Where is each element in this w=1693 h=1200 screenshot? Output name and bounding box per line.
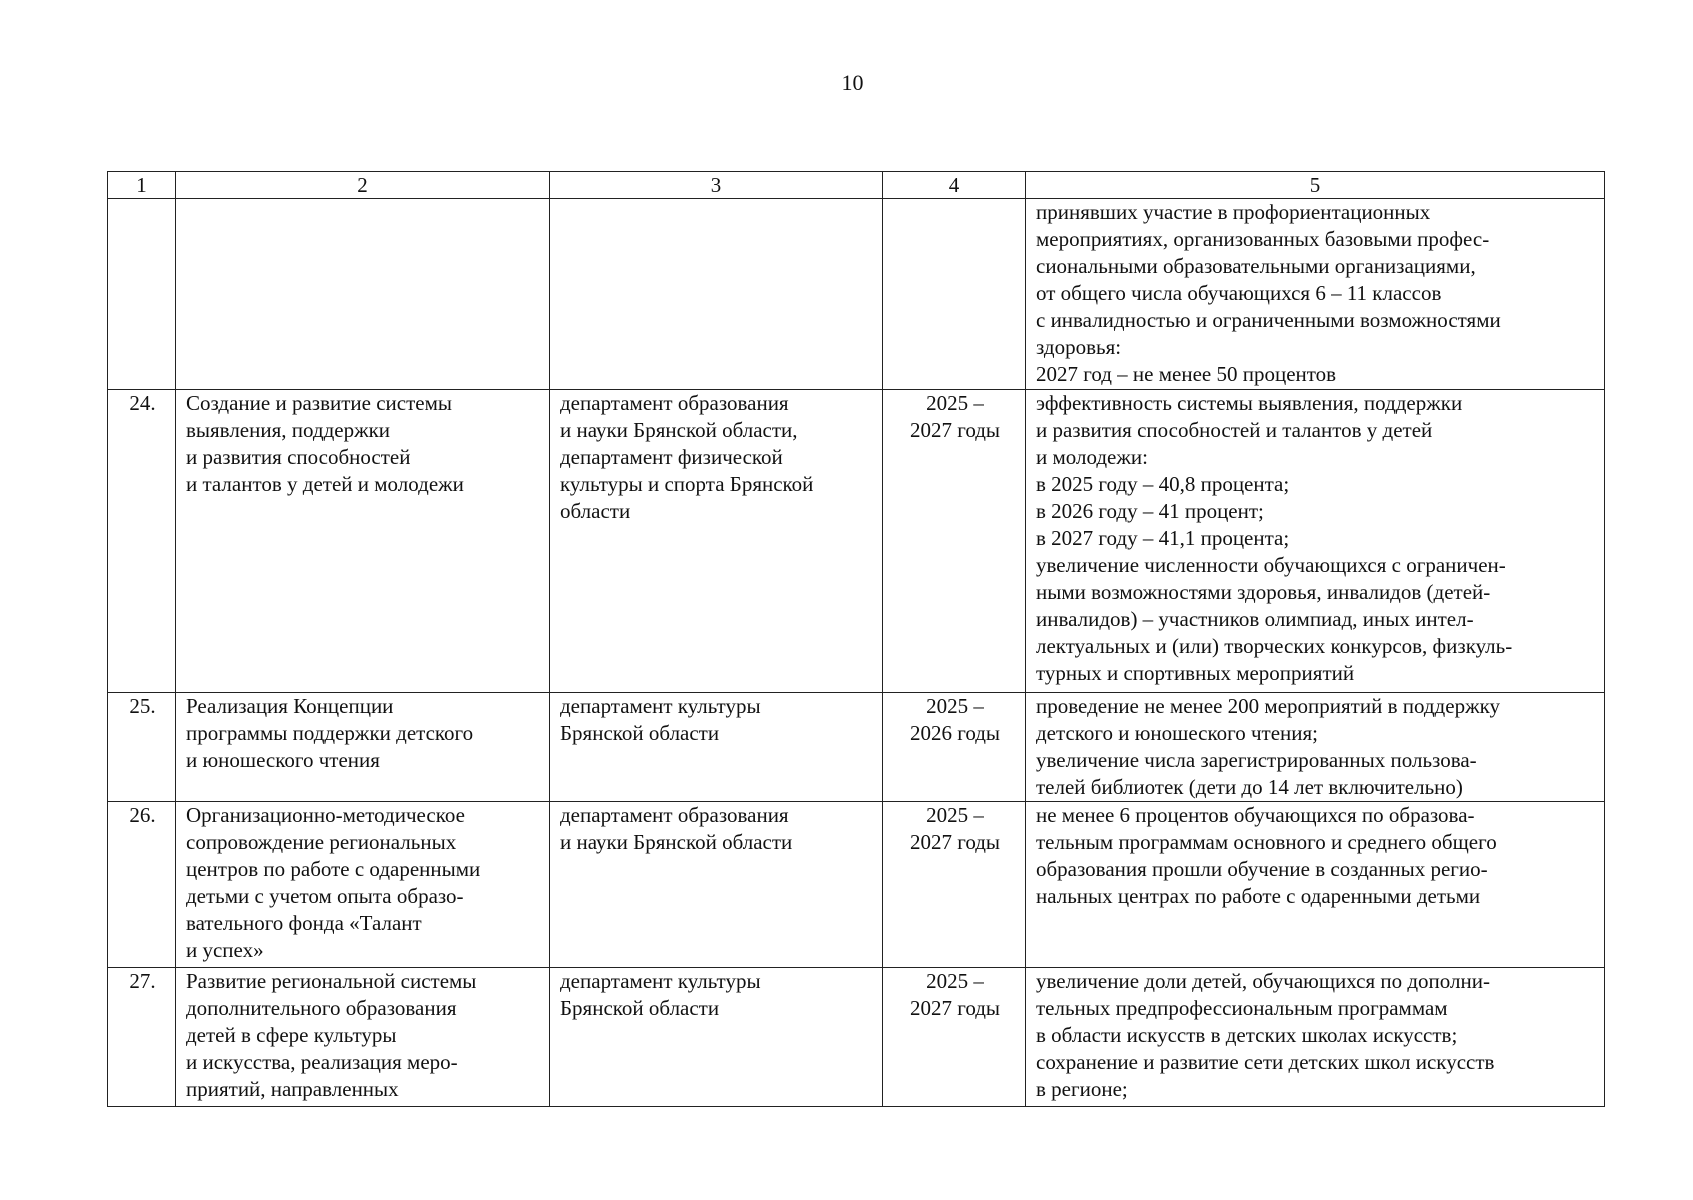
- expected-result-line: здоровья:: [1036, 335, 1122, 359]
- expected-result-cell: [1026, 199, 1605, 390]
- expected-result-line: ными возможностями здоровья, инвалидов (детей-: [1036, 580, 1491, 604]
- measure-title-line: и юношеского чтения: [186, 748, 380, 772]
- measures-table: [107, 171, 1605, 1107]
- measure-title-line: и развития способностей: [186, 445, 411, 469]
- expected-result-line: и молодежи:: [1036, 445, 1148, 469]
- responsible-executor-line: департамент физической: [560, 445, 783, 469]
- expected-result-line: телей библиотек (дети до 14 лет включительно): [1036, 775, 1463, 799]
- responsible-executor-line: департамент культуры: [560, 694, 761, 718]
- implementation-period-line: 2025 –: [926, 969, 984, 993]
- measure-title-cell: [176, 802, 550, 968]
- measure-title-line: Организационно-методическое: [186, 803, 465, 827]
- expected-result-line: турных и спортивных мероприятий: [1036, 661, 1355, 685]
- measure-title-line: детей в сфере культуры: [186, 1023, 397, 1047]
- measure-title-cell: [176, 968, 550, 1107]
- expected-result-line: не менее 6 процентов обучающихся по образова-: [1036, 803, 1475, 827]
- table-row: [108, 199, 1605, 390]
- column-header-4: 4: [883, 172, 1026, 199]
- measure-title-line: сопровождение региональных: [186, 830, 457, 854]
- measure-title-line: дополнительного образования: [186, 996, 457, 1020]
- measure-title-line: программы поддержки детского: [186, 721, 474, 745]
- row-number-cell: [108, 968, 176, 1107]
- implementation-period-line: 2026 годы: [909, 721, 1001, 745]
- table-row: [108, 390, 1605, 693]
- row-number: 27.: [129, 969, 156, 993]
- implementation-period-cell: [883, 968, 1026, 1107]
- responsible-executor-line: культуры и спорта Брянской: [560, 472, 814, 496]
- measure-title-line: Создание и развитие системы: [186, 391, 452, 415]
- responsible-executor-line: департамент культуры: [560, 969, 761, 993]
- measure-title-line: Реализация Концепции: [186, 694, 394, 718]
- responsible-executor-line: и науки Брянской области: [560, 830, 793, 854]
- expected-result-line: увеличение числа зарегистрированных пользова-: [1036, 748, 1477, 772]
- responsible-executor-line: Брянской области: [560, 996, 720, 1020]
- expected-result-line: в 2026 году – 41 процент;: [1036, 499, 1264, 523]
- row-number: 25.: [129, 694, 156, 718]
- table-row: [108, 802, 1605, 968]
- column-header-3: 3: [550, 172, 883, 199]
- measure-title-cell: [176, 199, 550, 390]
- table-header-row: [108, 172, 1605, 199]
- column-header-2: 2: [176, 172, 550, 199]
- responsible-executor-cell: [550, 802, 883, 968]
- expected-result-line: мероприятиях, организованных базовыми профес-: [1036, 227, 1490, 251]
- measure-title-line: и искусства, реализация меро-: [186, 1050, 458, 1074]
- expected-result-line: нальных центрах по работе с одаренными детьми: [1036, 884, 1481, 908]
- expected-result-line: образования прошли обучение в созданных регио-: [1036, 857, 1488, 881]
- implementation-period-line: 2027 годы: [909, 418, 1001, 442]
- expected-result-line: от общего числа обучающихся 6 – 11 классов: [1036, 281, 1442, 305]
- measure-title-line: выявления, поддержки: [186, 418, 391, 442]
- implementation-period-line: 2025 –: [926, 391, 984, 415]
- responsible-executor-line: Брянской области: [560, 721, 720, 745]
- measure-title-line: центров по работе с одаренными: [186, 857, 481, 881]
- expected-result-line: 2027 год – не менее 50 процентов: [1036, 362, 1337, 386]
- expected-result-line: проведение не менее 200 мероприятий в поддержку: [1036, 694, 1500, 718]
- expected-result-line: в области искусств в детских школах искусств;: [1036, 1023, 1458, 1047]
- expected-result-line: увеличение численности обучающихся с ограничен-: [1036, 553, 1506, 577]
- row-number-cell: [108, 693, 176, 802]
- expected-result-line: принявших участие в профориентационных: [1036, 200, 1431, 224]
- measure-title-line: детьми с учетом опыта образо-: [186, 884, 464, 908]
- expected-result-line: детского и юношеского чтения;: [1036, 721, 1318, 745]
- expected-result-cell: [1026, 390, 1605, 693]
- expected-result-line: с инвалидностью и ограниченными возможностями: [1036, 308, 1501, 332]
- expected-result-cell: [1026, 693, 1605, 802]
- responsible-executor-line: области: [560, 499, 631, 523]
- measure-title-line: и успех»: [186, 938, 264, 962]
- expected-result-line: в регионе;: [1036, 1077, 1128, 1101]
- measure-title-cell: [176, 390, 550, 693]
- implementation-period-cell: [883, 693, 1026, 802]
- implementation-period-line: 2025 –: [926, 803, 984, 827]
- row-number: 24.: [129, 391, 156, 415]
- measure-title-line: вательного фонда «Талант: [186, 911, 422, 935]
- responsible-executor-cell: [550, 390, 883, 693]
- expected-result-line: сохранение и развитие сети детских школ искусств: [1036, 1050, 1495, 1074]
- column-header-5: 5: [1026, 172, 1605, 199]
- implementation-period-cell: [883, 390, 1026, 693]
- implementation-period-cell: [883, 199, 1026, 390]
- expected-result-line: увеличение доли детей, обучающихся по дополни-: [1036, 969, 1490, 993]
- row-number-cell: [108, 802, 176, 968]
- responsible-executor-line: департамент образования: [560, 803, 789, 827]
- measure-title-line: и талантов у детей и молодежи: [186, 472, 464, 496]
- measure-title-line: приятий, направленных: [186, 1077, 399, 1101]
- responsible-executor-cell: [550, 693, 883, 802]
- measure-title-line: Развитие региональной системы: [186, 969, 477, 993]
- table-row: [108, 968, 1605, 1107]
- row-number-cell: [108, 199, 176, 390]
- expected-result-line: эффективность системы выявления, поддержки: [1036, 391, 1463, 415]
- expected-result-cell: [1026, 968, 1605, 1107]
- responsible-executor-line: и науки Брянской области,: [560, 418, 798, 442]
- expected-result-line: лектуальных и (или) творческих конкурсов, физкуль-: [1036, 634, 1513, 658]
- measure-title-cell: [176, 693, 550, 802]
- table-row: [108, 693, 1605, 802]
- expected-result-line: сиональными образовательными организациями,: [1036, 254, 1476, 278]
- expected-result-line: тельных предпрофессиональным программам: [1036, 996, 1448, 1020]
- implementation-period-line: 2027 годы: [909, 830, 1001, 854]
- responsible-executor-cell: [550, 199, 883, 390]
- expected-result-line: инвалидов) – участников олимпиад, иных интел-: [1036, 607, 1474, 631]
- responsible-executor-cell: [550, 968, 883, 1107]
- implementation-period-line: 2025 –: [926, 694, 984, 718]
- implementation-period-cell: [883, 802, 1026, 968]
- expected-result-line: тельным программам основного и среднего общего: [1036, 830, 1497, 854]
- implementation-period-line: 2027 годы: [909, 996, 1001, 1020]
- expected-result-cell: [1026, 802, 1605, 968]
- expected-result-line: в 2027 году – 41,1 процента;: [1036, 526, 1290, 550]
- expected-result-line: в 2025 году – 40,8 процента;: [1036, 472, 1290, 496]
- expected-result-line: и развития способностей и талантов у детей: [1036, 418, 1433, 442]
- row-number-cell: [108, 390, 176, 693]
- row-number: 26.: [129, 803, 156, 827]
- column-header-1: 1: [108, 172, 176, 199]
- responsible-executor-line: департамент образования: [560, 391, 789, 415]
- page-number: 10: [841, 70, 864, 95]
